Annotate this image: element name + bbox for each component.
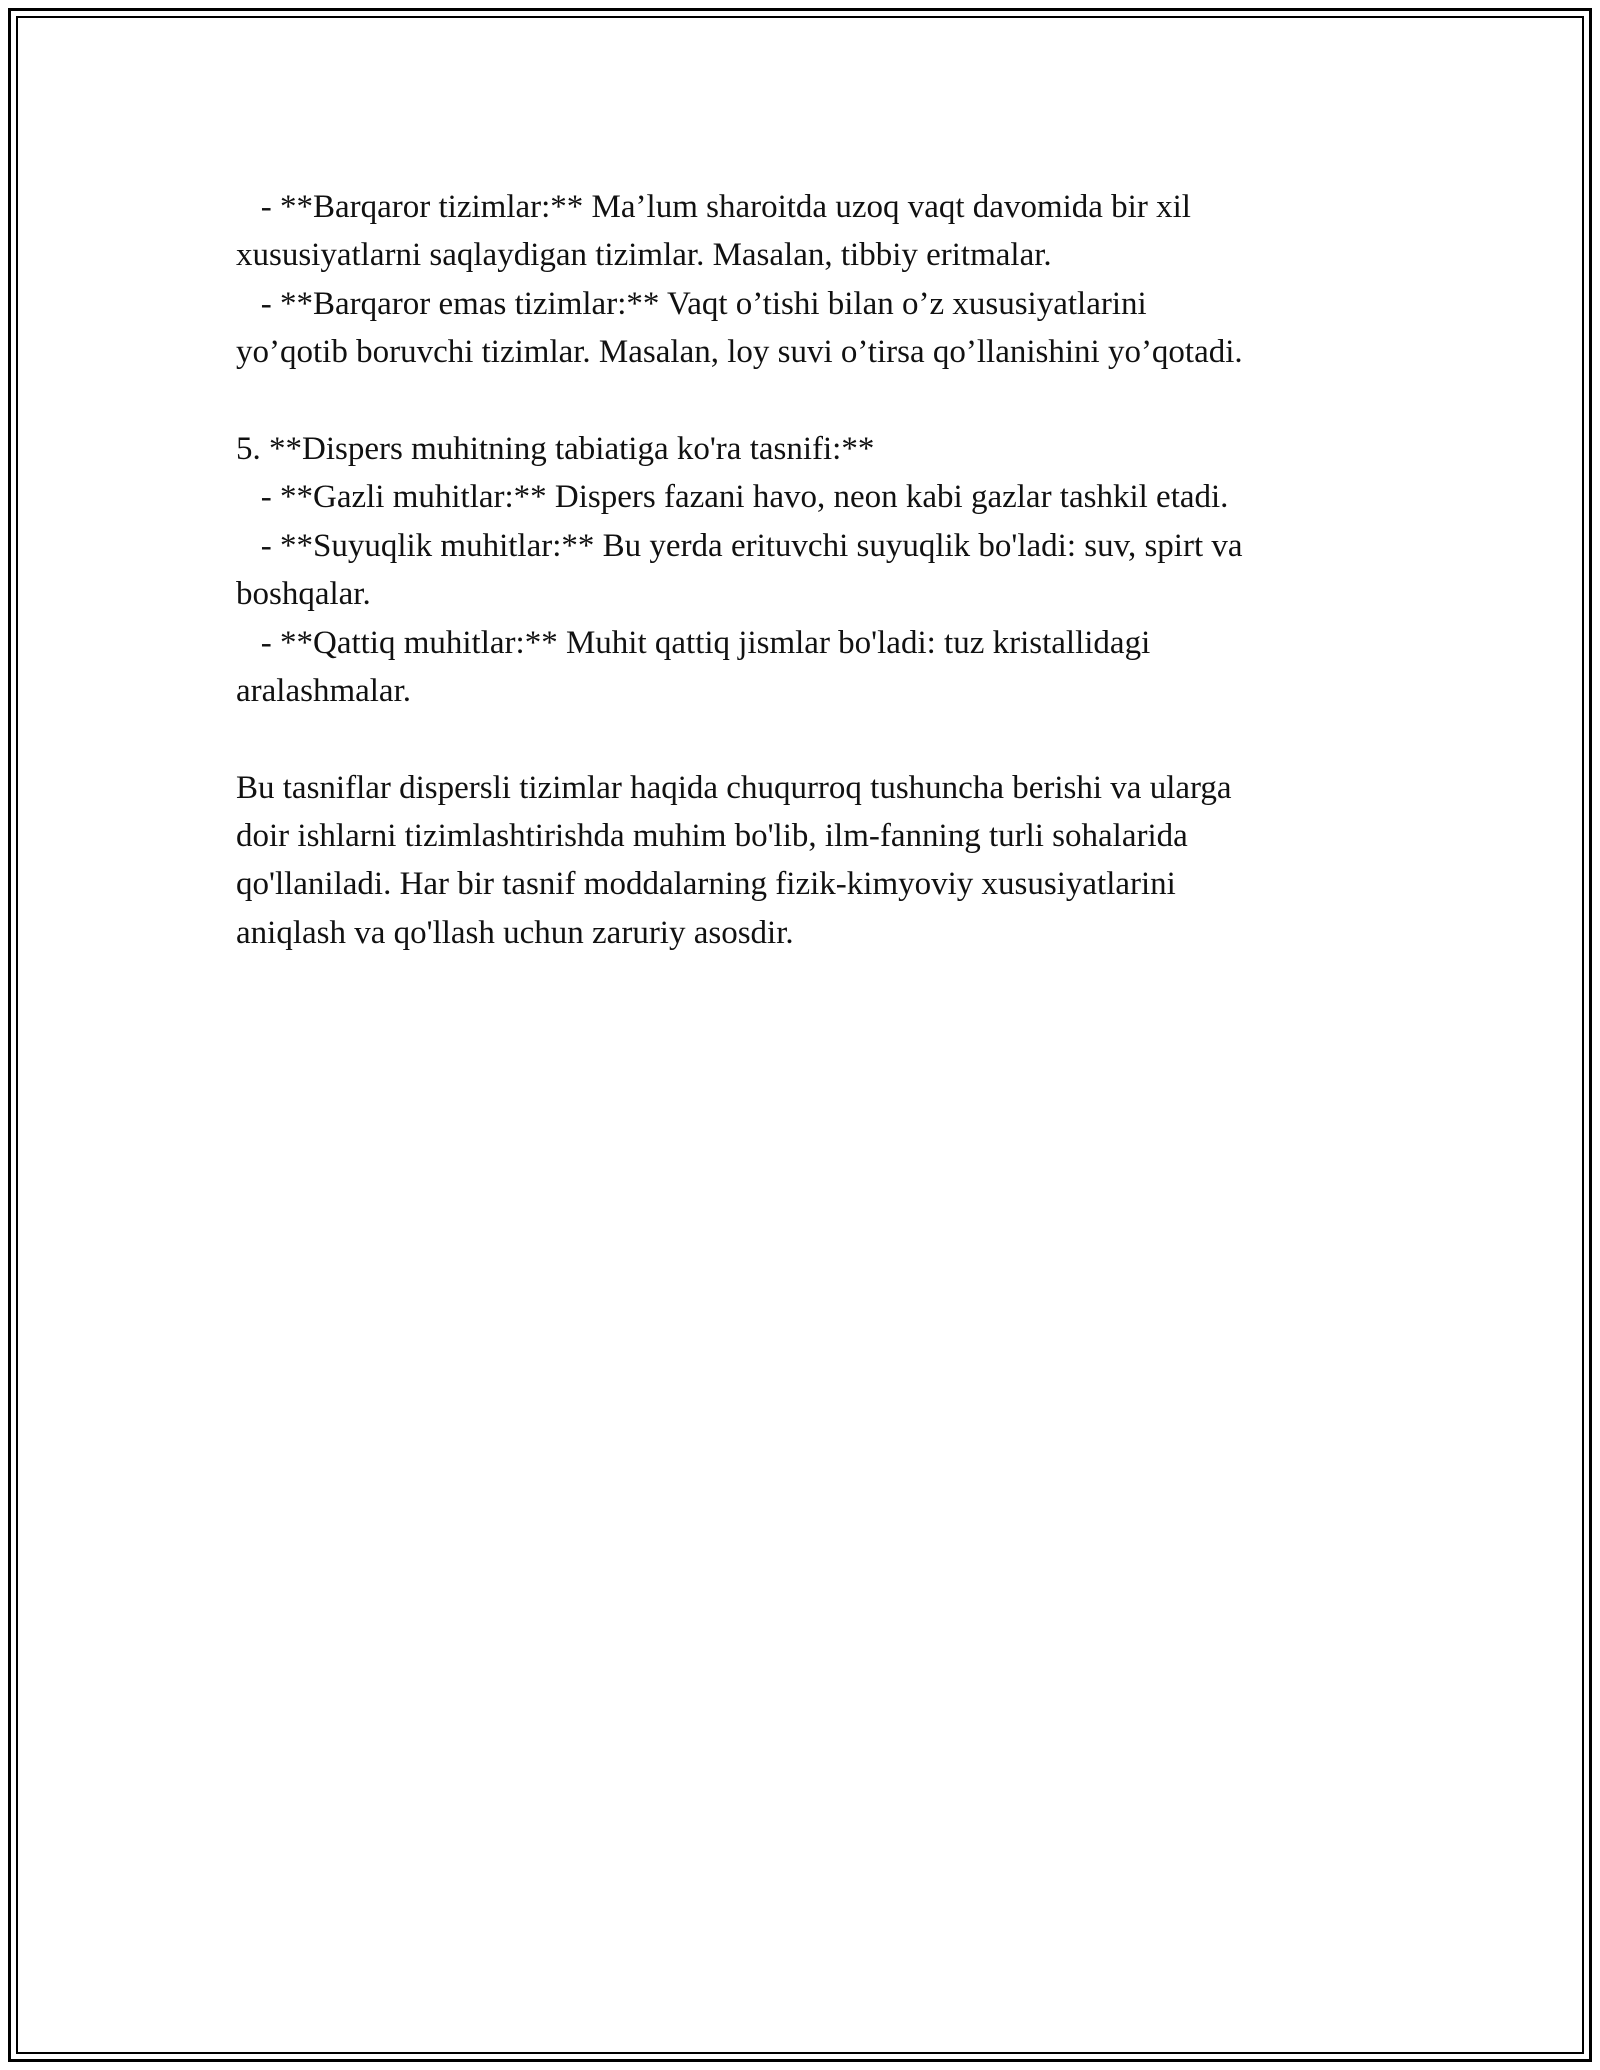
text-line: Bu tasniflar dispersli tizimlar haqida chuqurroq tushuncha berishi va ularga — [236, 769, 1232, 806]
text-line: - **Gazli muhitlar:** Dispers fazani havo, neon kabi gazlar tashkil etadi. — [236, 479, 1229, 516]
text-line: yo’qotib boruvchi tizimlar. Masalan, loy suvi o’tirsa qo’llanishini yo’qotadi. — [236, 334, 1243, 371]
blank-line — [236, 715, 1386, 763]
text-line: - **Barqaror tizimlar:** Ma’lum sharoitda uzoq vaqt davomida bir xil — [236, 189, 1191, 225]
text-line: aralashmalar. — [236, 672, 411, 709]
section-heading: 5. **Dispers muhitning tabiatiga ko'ra tasnifi:** — [236, 430, 875, 467]
text-line: - **Barqaror emas tizimlar:** Vaqt o’tishi bilan o’z xususiyatlarini — [236, 285, 1147, 322]
text-line: doir ishlarni tizimlashtirishda muhim bo'lib, ilm-fanning turli sohalarida — [236, 818, 1188, 855]
text-line: qo'llaniladi. Har bir tasnif moddalarning fizik-kimyoviy xususiyatlarini — [236, 866, 1176, 903]
text-line: - **Qattiq muhitlar:** Muhit qattiq jismlar bo'ladi: tuz kristallidagi — [236, 624, 1151, 661]
document-body — [236, 183, 1386, 957]
text-line: xususiyatlarni saqlaydigan tizimlar. Masalan, tibbiy eritmalar. — [236, 237, 1052, 274]
text-line: boshqalar. — [236, 576, 371, 613]
text-line: - **Suyuqlik muhitlar:** Bu yerda erituvchi suyuqlik bo'ladi: suv, spirt va — [236, 527, 1243, 564]
text-line: aniqlash va qo'llash uchun zaruriy asosdir. — [236, 914, 794, 951]
blank-line — [236, 377, 1386, 425]
